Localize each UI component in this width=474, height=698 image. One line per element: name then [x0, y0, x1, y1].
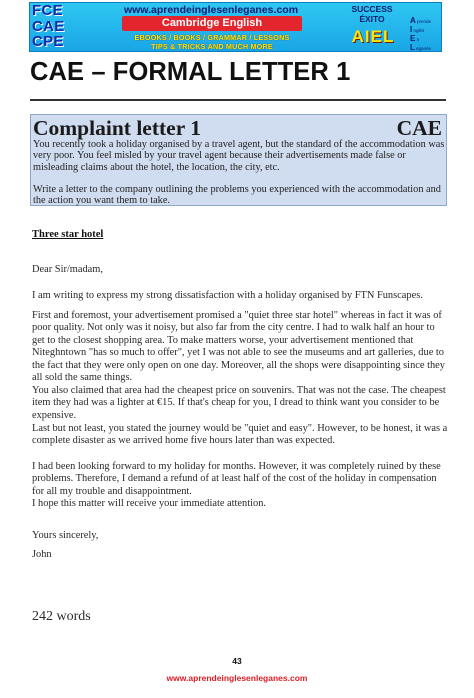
acronym-word: nglés: [413, 28, 425, 33]
acronym-letter: A: [410, 16, 416, 25]
letter-closing: Yours sincerely,: [32, 530, 99, 541]
word-count: 242 words: [32, 609, 91, 624]
task-title: Complaint letter 1: [33, 116, 201, 140]
success-text: SUCCESS: [351, 4, 393, 14]
letter-paragraph: I had been looking forward to my holiday for months. However, it was completely ruined by these problems. Therefore, I demand a refund of at least half of the cost of the holiday in compensation for all my trouble and disappointment.: [32, 461, 441, 497]
acronym-letter: I: [410, 25, 413, 34]
page-title: CAE – FORMAL LETTER 1: [30, 58, 351, 86]
letter-signature: John: [32, 549, 52, 560]
acronym-word: n: [416, 37, 420, 42]
exam-cae: CAE: [32, 17, 65, 35]
cambridge-english-badge: Cambridge English: [122, 16, 302, 31]
acronym-word: prende: [417, 19, 432, 24]
title-divider: [30, 99, 446, 101]
letter-paragraph: I hope this matter will receive your immediate attention.: [32, 498, 267, 509]
acronym-letter: E: [410, 34, 416, 43]
acronym-row: [410, 17, 442, 26]
banner-website-link[interactable]: www.aprendeinglesenleganes.com: [123, 4, 299, 16]
acronym-word: eganés: [416, 46, 431, 51]
task-instructions: Write a letter to the company outlining the problems you experienced with the accommodation and the action you want them to take.: [33, 184, 441, 207]
page-number: 43: [232, 656, 242, 666]
letter-salutation: Dear Sir/madam,: [32, 264, 103, 275]
footer-website-link[interactable]: www.aprendeinglesenleganes.com: [166, 673, 308, 683]
task-header: [33, 116, 444, 140]
letter-paragraph: I am writing to express my strong dissatisfaction with a holiday organised by FTN Funscapes.: [32, 290, 423, 301]
acronym-row: [410, 44, 442, 52]
exam-list: [32, 3, 88, 50]
task-description: You recently took a holiday organised by a travel agent, but the standard of the accommodation was very poor. You feel misled by your travel agent because their advertisements made false or misleading claims about the hotel, the location, the city, etc.: [33, 139, 445, 173]
letter-paragraph: You also claimed that area had the cheapest price on souvenirs. That was not the case. The cheapest item they had was a lighter at €15. If that's cheap for you, I dread to think want you consider to be expensive.: [32, 385, 446, 421]
aiel-logo: AIEL: [351, 27, 395, 46]
letter-paragraph: Last but not least, you stated the journey would be "quiet and easy". However, to be honest, it was a complete disaster as we arrived home five hours later than was expected.: [32, 423, 448, 447]
header-banner: [29, 2, 442, 52]
sample-heading: Three star hotel: [32, 229, 104, 240]
success-label: [336, 4, 408, 24]
task-level: CAE: [396, 116, 442, 140]
exam-cpe: CPE: [32, 33, 64, 50]
exito-text: ÉXITO: [359, 14, 385, 24]
banner-tagline-2: TIPS & TRICKS AND MUCH MORE: [151, 42, 273, 51]
task-box: [30, 114, 447, 206]
exam-fce: FCE: [32, 2, 63, 19]
letter-paragraph: First and foremost, your advertisement promised a "quiet three star hotel" whereas in fact it was of poor quality. Not only was it noisy, but also far from the city centre. I had to walk half an hour to get to the closest shopping area. To make matters worse, your advertisement mentioned that Niteghntown "has so much to offer", yet I was not able to see the museums and art galleries, due to the fact that they were only open on one day. Moreover, all the shops were disappointing since they all sold the same things.: [32, 310, 445, 384]
aiel-acronym: [410, 17, 442, 52]
banner-tagline-1: EBOOKS / BOOKS / GRAMMAR / LESSONS: [134, 33, 290, 42]
acronym-letter: L: [410, 43, 415, 52]
